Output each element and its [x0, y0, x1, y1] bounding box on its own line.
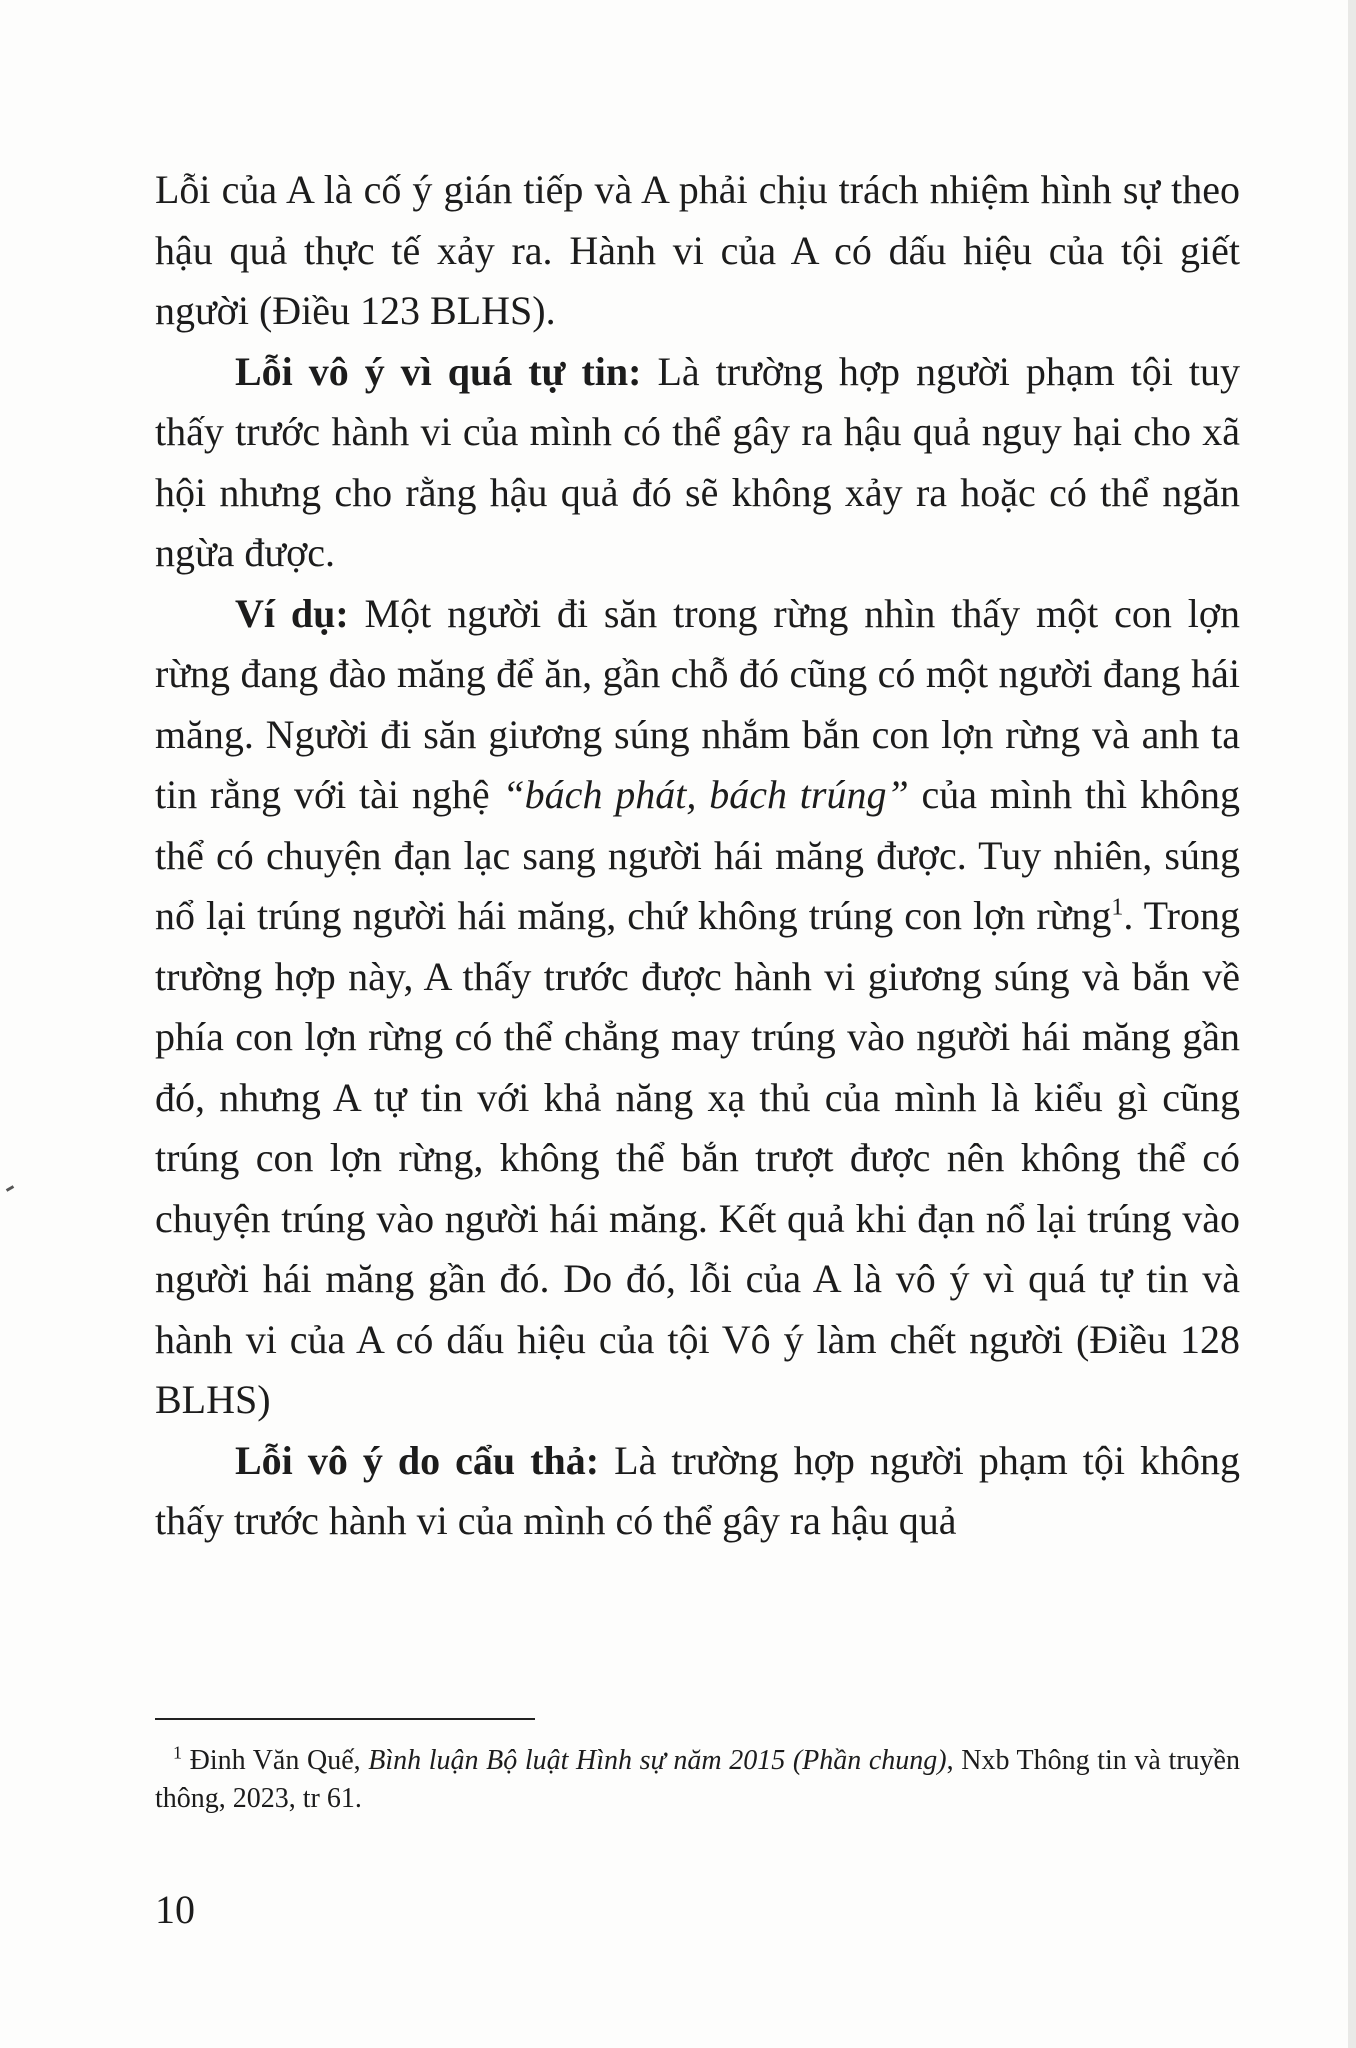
- footnote-mark: 1: [173, 1742, 182, 1763]
- paragraph-4: [155, 1431, 1240, 1552]
- paragraph-4-heading: Lỗi vô ý do cẩu thả:: [235, 1437, 600, 1483]
- paragraph-3-quote: “bách phát, bách trúng”: [502, 772, 909, 817]
- footnote-title: Bình luận Bộ luật Hình sự năm 2015 (Phần chung): [368, 1745, 947, 1776]
- footnote: [155, 1742, 1240, 1818]
- paragraph-1: [155, 160, 1240, 342]
- paragraph-2-heading: Lỗi vô ý vì quá tự tin:: [235, 348, 642, 394]
- paragraph-3-text-c: . Trong trường hợp này, A thấy trước được hành vi giương súng và bắn về phía con lợn rừng có thể chẳng may trúng vào người hái măng gần đó, nhưng A tự tin với khả năng xạ thủ của mình là kiểu gì cũng trúng con lợn rừng, không thể bắn trượt được nên không thể có chuyện trúng vào người hái măng. Kết quả khi đạn nổ lại trúng vào người hái măng gần đó. Do đó, lỗi của A là vô ý vì quá tự tin và hành vi của A có dấu hiệu của tội Vô ý làm chết người (Điều 128 BLHS): [155, 893, 1241, 1422]
- footnote-author: Đinh Văn Quế,: [182, 1745, 369, 1776]
- footnote-divider: [155, 1718, 535, 1720]
- paragraph-4-text: Là trường hợp người phạm tội không thấy trước hành vi của mình có thể gây ra hậu quả: [155, 1437, 1240, 1543]
- footnote-reference[interactable]: 1: [1111, 894, 1124, 921]
- paragraph-3-text-a: Một người đi săn trong rừng nhìn thấy một con lợn rừng đang đào măng để ăn, gần chỗ đó cũng có một người đang hái măng. Người đi săn giương súng nhắm bắn con lợn rừng và anh ta tin rằng với tài nghệ: [155, 590, 1241, 817]
- paragraph-1-text: Lỗi của A là cố ý gián tiếp và A phải chịu trách nhiệm hình sự theo hậu quả thực tế xảy ra. Hành vi của A có dấu hiệu của tội giết người (Điều 123 BLHS).: [155, 167, 1240, 333]
- paragraph-3-heading: Ví dụ:: [235, 590, 349, 636]
- page-number: 10: [155, 1887, 195, 1932]
- paragraph-3: [155, 584, 1240, 1431]
- footnote-text: [155, 1742, 1240, 1818]
- body-text: [155, 160, 1240, 1552]
- page-edge: [1348, 0, 1356, 2048]
- paragraph-3-text-b: của mình thì không thể có chuyện đạn lạc sang người hái măng được. Tuy nhiên, súng nổ lại trúng người hái măng, chứ không trúng con lợn rừng: [155, 772, 1240, 938]
- paragraph-2-text: Là trường hợp người phạm tội tuy thấy trước hành vi của mình có thể gây ra hậu quả nguy hại cho xã hội nhưng cho rằng hậu quả đó sẽ không xảy ra hoặc có thể ngăn ngừa được.: [155, 348, 1240, 575]
- paragraph-2: [155, 342, 1240, 584]
- scan-speck: [6, 1185, 14, 1192]
- footnote-rest: , Nxb Thông tin và truyền thông, 2023, tr 61.: [155, 1745, 1240, 1814]
